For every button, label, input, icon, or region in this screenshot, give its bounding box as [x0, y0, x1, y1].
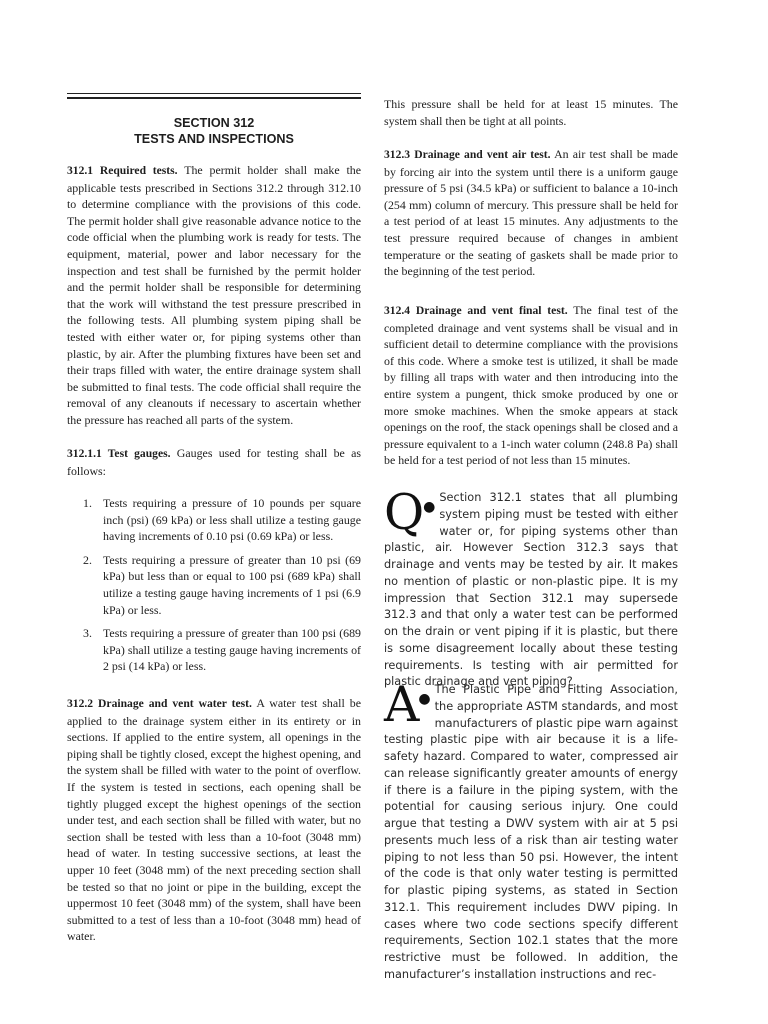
section-number: SECTION 312 [173, 116, 255, 130]
section-heading [67, 115, 361, 147]
question-block [384, 484, 678, 691]
list-item [67, 552, 361, 618]
list-item-number: 2. [83, 552, 92, 567]
answer-drop-letter [384, 676, 431, 733]
question-text: Section 312.1 states that all plumbing system piping must be tested with either water or, for piping systems other than plastic, air. However Section 312.3 says that drainage and vents may be tested by air. It makes no mention of plastic or non-plastic pipe. It is my impression that Section 312.1 may supersede 312.3 and that only a water test can be performed on the drain or vent piping if it is plastic, but there is some disagreement locally about these testing requirements. Is testing with air permitted for plastic drainage and vent piping? [384, 491, 678, 689]
question-bullet: ● [423, 499, 436, 515]
body-312-4: The final test of the completed drainage and vent systems shall be visual and in sufficient detail to determine compliance with the provisions of this code. Where a smoke test is utilized, it shall be made by filling all traps with water and then introducing into the entire system a pungent, thick smoke produced by one or more smoke machines. When the smoke appears at stack openings on the roof, the stack openings shall be closed and a pressure equivalent to a 1-inch water column (248.8 Pa) shall be held for a test period of not less than 15 minutes. [384, 303, 678, 468]
answer-bullet: ● [418, 691, 431, 707]
body-312-1: The permit holder shall make the applicable tests prescribed in Sections 312.2 through 312.10 to determine compliance with the provisions of this code. The permit holder shall give reasonable advance notice to the code official when the plumbing work is ready for tests. The equipment, material, power and labor necessary for the inspection and test shall be furnished by the permit holder and the permit holder shall be responsible for determining that the work will withstand the test pressure prescribed in the following tests. All plumbing system piping shall be tested with either water or, for piping systems other than plastic, by air. After the plumbing fixtures have been set and their traps filled with water, the entire drainage system shall be submitted to final tests. The code official shall require the removal of any cleanouts if necessary to ascertain whether the pressure has reached all parts of the system. [67, 163, 361, 427]
heading-312-4: 312.4 Drainage and vent final test. [384, 304, 568, 317]
gauge-list [67, 495, 361, 682]
list-item [67, 625, 361, 675]
answer-text: The Plastic Pipe and Fitting Association, the appropriate ASTM standards, and most manufacturers of plastic pipe warn against testing plastic pipe with air because it is a life-safety hazard. Compared to water, compressed air can release significantly greater amounts of energy if there is a failure in the piping system, with the potential for causing serious injury. One could argue that testing a DWV system with air at 5 psi presents much less of a risk than air testing water piping to not less than 50 psi. However, the intent of the code is that only water testing is permitted for plastic piping systems, as stated in Section 312.1. This requirement includes DWV piping. In cases where two code sections specify different requirements, Section 102.1 states that the more restrictive must be followed. In addition, the manufacturer’s installation instructions and rec- [384, 683, 678, 981]
question-letter: Q [384, 484, 425, 541]
heading-312-1-1: 312.1.1 Test gauges. [67, 447, 171, 460]
list-item-number: 3. [83, 626, 92, 641]
list-item-number: 1. [83, 496, 92, 510]
question-drop-letter [384, 484, 436, 541]
heading-312-3: 312.3 Drainage and vent air test. [384, 148, 551, 161]
list-item-text: Tests requiring a pressure of 10 pounds per square inch (psi) (69 kPa) or less shall utilize a testing gauge having increments of 0.10 psi (0.69 kPa) or less. [103, 496, 361, 544]
paragraph-312-1-1 [67, 445, 361, 479]
body-312-1-1: Gauges used for testing shall be as follows: [67, 446, 361, 478]
paragraph-312-1 [67, 162, 361, 429]
header-rule-thick [67, 97, 361, 99]
list-item [67, 495, 361, 545]
heading-312-2: 312.2 Drainage and vent water test. [67, 697, 252, 710]
paragraph-312-2 [67, 695, 361, 945]
heading-312-1: 312.1 Required tests. [67, 164, 178, 177]
paragraph-continuation: This pressure shall be held for at least 15 minutes. The system shall then be tight at all points. [384, 97, 678, 128]
header-rule-thin [67, 93, 361, 94]
body-312-3: An air test shall be made by forcing air into the system until there is a uniform gauge pressure of 5 psi (34.5 kPa) or sufficient to balance a 10-inch (254 mm) column of mercury. This pressure shall be held for a test period of at least 15 minutes. Any adjustments to the test pressure required because of changes in ambient temperature or the seating of gaskets shall be made prior to the beginning of the test period. [384, 147, 678, 279]
list-item-text: Tests requiring a pressure of greater than 10 psi (69 kPa) but less than or equal to 100 psi (689 kPa) shall utilize a testing gauge having increments of 1 psi (6.9 kPa) or less. [103, 552, 361, 617]
answer-letter: A [384, 676, 420, 733]
paragraph-312-3 [384, 146, 678, 280]
answer-block [384, 676, 678, 984]
paragraph-312-4 [384, 302, 678, 469]
body-312-2: A water test shall be applied to the drainage system either in its entirety or in sections. If applied to the entire system, all openings in the piping shall be tightly closed, except the highest opening, and the system shall be filled with water to the point of overflow. If the system is tested in sections, each opening shall be tightly plugged except the highest openings of the section under test, and each section shall be filled with water, but no section shall be tested with less than a 10-foot (3048 mm) head of water. In testing successive sections, at least the upper 10 feet (3048 mm) of the next preceding section shall be tested so that no joint or pipe in the building, except the uppermost 10 feet (3048 mm) of the system, shall have been submitted to a test of less than a 10-foot (3048 mm) head of water. [67, 696, 362, 944]
list-item-text: Tests requiring a pressure of greater than 100 psi (689 kPa) shall utilize a testing gauge having increments of 2 psi (14 kPa) or less. [103, 626, 361, 674]
section-title: TESTS AND INSPECTIONS [134, 132, 294, 146]
